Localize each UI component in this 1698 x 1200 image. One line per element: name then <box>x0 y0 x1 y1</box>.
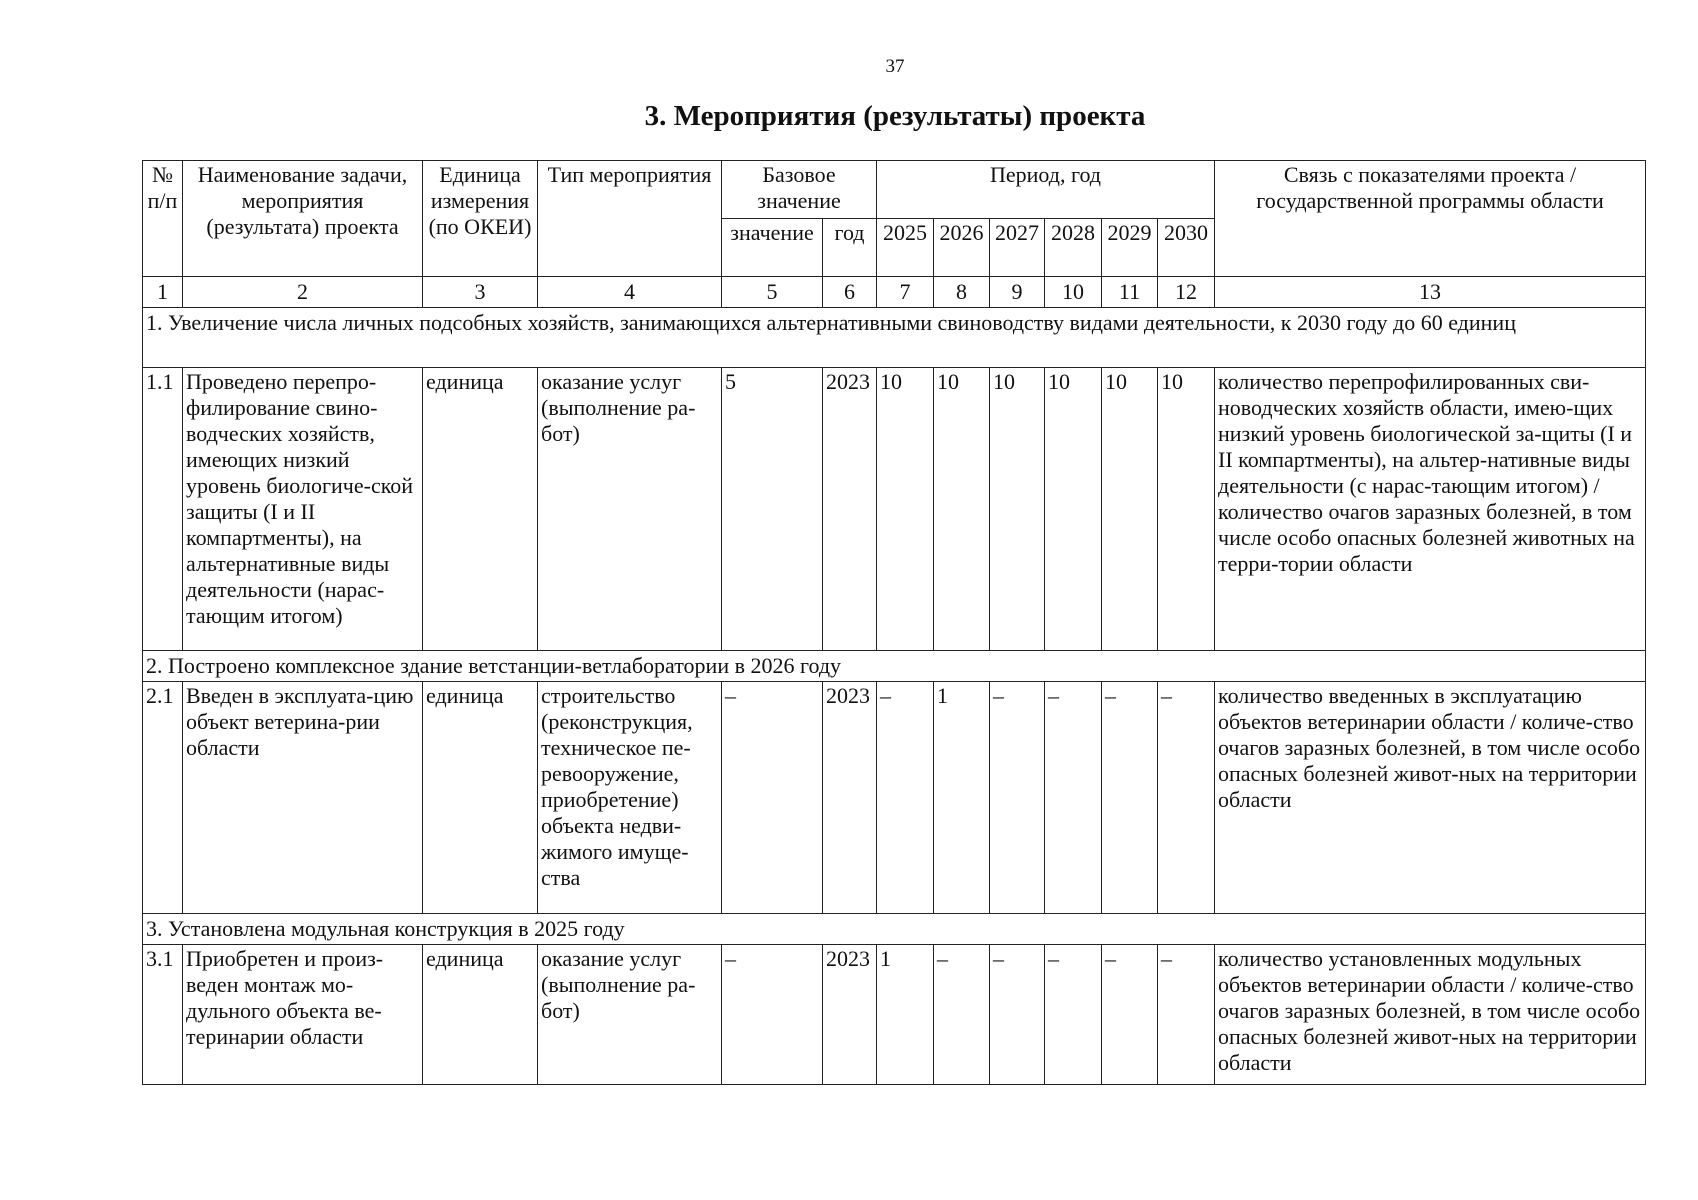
row-name: Введен в эксплуата-цию объект ветерина-рии области <box>183 681 423 913</box>
header-year: 2030 <box>1158 219 1215 277</box>
row-link: количество установленных модульных объектов ветеринарии области / количе-ство очагов заразных болезней, в том числе особо опасных болезней живот-ных на территории области <box>1215 944 1646 1084</box>
row-name: Приобретен и произ-веден монтаж мо-дульного объекта ве-теринарии области <box>183 944 423 1084</box>
row-year-value: – <box>1158 681 1215 913</box>
row-base-year: 2023 <box>823 944 877 1084</box>
row-type: строительство (реконструкция, техническое пе-ревооружение, приобретение) объекта недви-жимого имуще-ства <box>538 681 722 913</box>
row-year-value: – <box>990 681 1045 913</box>
row-name: Проведено перепро-филирование свино-водческих хозяйств, имеющих низкий уровень биологиче-ской защиты (I и II компартменты), на альтернативные виды деятельности (нарас-тающим итогом) <box>183 367 423 650</box>
row-year-value: – <box>934 944 990 1084</box>
row-year-value: 10 <box>877 367 934 650</box>
row-year-value: 10 <box>934 367 990 650</box>
col-number: 11 <box>1102 277 1158 308</box>
row-unit: единица <box>423 681 538 913</box>
header-base-year: год <box>823 219 877 277</box>
header-unit: Единица измерения (по ОКЕИ) <box>423 161 538 277</box>
row-base-value: – <box>722 681 823 913</box>
col-number: 7 <box>877 277 934 308</box>
header-year: 2029 <box>1102 219 1158 277</box>
row-year-value: – <box>1158 944 1215 1084</box>
row-year-value: 10 <box>1158 367 1215 650</box>
header-year: 2028 <box>1045 219 1102 277</box>
section-title: 2. Построено комплексное здание ветстанции-ветлаборатории в 2026 году <box>143 650 1646 681</box>
col-number: 8 <box>934 277 990 308</box>
results-table <box>142 160 1646 1085</box>
header-year: 2026 <box>934 219 990 277</box>
col-number: 12 <box>1158 277 1215 308</box>
col-number: 3 <box>423 277 538 308</box>
row-year-value: – <box>1045 944 1102 1084</box>
page-number: 37 <box>885 56 905 77</box>
row-year-value: 10 <box>990 367 1045 650</box>
row-base-year: 2023 <box>823 681 877 913</box>
col-number: 1 <box>143 277 183 308</box>
row-base-value: – <box>722 944 823 1084</box>
col-number: 4 <box>538 277 722 308</box>
row-no: 3.1 <box>143 944 183 1084</box>
row-year-value: – <box>1045 681 1102 913</box>
row-link: количество перепрофилированных сви-новодческих хозяйств области, имею-щих низкий уровень биологической за-щиты (I и II компартменты), на альтер-нативные виды деятельности (с нарас-тающим итогом) / количество очагов заразных болезней, в том числе особо опасных болезней животных на терри-тории области <box>1215 367 1646 650</box>
header-no: № п/п <box>143 161 183 277</box>
row-link: количество введенных в эксплуатацию объектов ветеринарии области / количе-ство очагов заразных болезней, в том числе особо опасных болезней живот-ных на территории области <box>1215 681 1646 913</box>
row-year-value: 10 <box>1102 367 1158 650</box>
row-no: 2.1 <box>143 681 183 913</box>
row-no: 1.1 <box>143 367 183 650</box>
col-number: 2 <box>183 277 423 308</box>
row-base-year: 2023 <box>823 367 877 650</box>
row-year-value: 10 <box>1045 367 1102 650</box>
row-year-value: – <box>990 944 1045 1084</box>
row-year-value: 1 <box>877 944 934 1084</box>
header-type: Тип мероприятия <box>538 161 722 277</box>
row-unit: единица <box>423 944 538 1084</box>
row-type: оказание услуг (выполнение ра-бот) <box>538 367 722 650</box>
row-unit: единица <box>423 367 538 650</box>
header-year: 2025 <box>877 219 934 277</box>
section-title: 3. Установлена модульная конструкция в 2025 году <box>143 913 1646 944</box>
row-year-value: – <box>877 681 934 913</box>
row-year-value: 1 <box>934 681 990 913</box>
section-title: 1. Увеличение числа личных подсобных хозяйств, занимающихся альтернативными свиноводству видами деятельности, к 2030 году до 60 единиц <box>143 307 1646 367</box>
col-number: 6 <box>823 277 877 308</box>
header-year: 2027 <box>990 219 1045 277</box>
row-year-value: – <box>1102 944 1158 1084</box>
col-number: 13 <box>1215 277 1646 308</box>
header-name: Наименование задачи, мероприятия (результата) проекта <box>183 161 423 277</box>
row-type: оказание услуг (выполнение ра-бот) <box>538 944 722 1084</box>
col-number: 10 <box>1045 277 1102 308</box>
col-number: 5 <box>722 277 823 308</box>
row-base-value: 5 <box>722 367 823 650</box>
header-period: Период, год <box>877 161 1215 219</box>
header-base-value: значение <box>722 219 823 277</box>
header-link: Связь с показателями проекта / государственной программы области <box>1215 161 1646 277</box>
header-base: Базовое значение <box>722 161 877 219</box>
col-number: 9 <box>990 277 1045 308</box>
page-title: 3. Мероприятия (результаты) проекта <box>644 100 1146 132</box>
row-year-value: – <box>1102 681 1158 913</box>
